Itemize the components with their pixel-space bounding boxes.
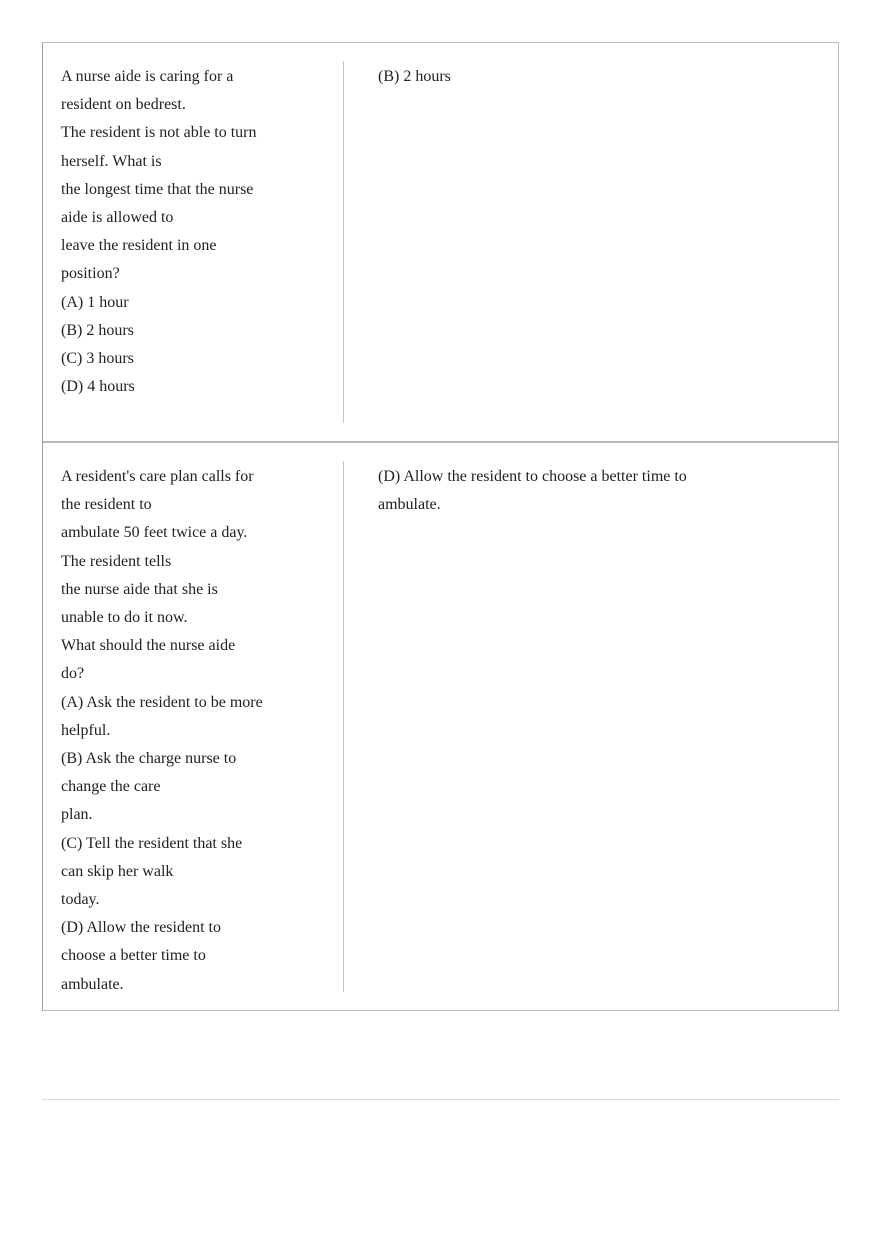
definition-line: ambulate. — [378, 496, 441, 514]
card-1-definition — [344, 61, 838, 441]
term-line: ambulate 50 feet twice a day. — [61, 524, 248, 542]
definition-line: (B) 2 hours — [378, 68, 451, 85]
card-2-term — [43, 461, 344, 992]
term-line: (C) 3 hours — [61, 350, 134, 368]
flashcard-1 — [43, 43, 838, 441]
term-line: today. — [61, 891, 100, 909]
term-line: helpful. — [61, 721, 111, 739]
term-line: can skip her walk — [61, 862, 174, 880]
term-line: ambulate. — [61, 975, 124, 993]
term-line: The resident tells — [61, 552, 172, 570]
term-line: (C) Tell the resident that she — [61, 834, 243, 852]
footer-divider — [42, 1099, 839, 1100]
term-line: unable to do it now. — [61, 609, 188, 627]
term-line: (D) 4 hours — [61, 378, 135, 396]
term-line: choose a better time to — [61, 947, 206, 965]
definition-line: (D) Allow the resident to choose a better time to — [378, 468, 687, 485]
term-line: (A) Ask the resident to be more — [61, 693, 263, 711]
term-line: herself. What is — [61, 152, 162, 170]
card-2-definition — [344, 461, 838, 1010]
term-line: (B) Ask the charge nurse to — [61, 750, 237, 768]
term-line: aide is allowed to — [61, 209, 174, 227]
term-line: The resident is not able to turn — [61, 124, 257, 142]
term-line: A nurse aide is caring for a — [61, 68, 234, 85]
flashcard-2 — [43, 441, 838, 1010]
term-line: (B) 2 hours — [61, 321, 134, 339]
term-line: do? — [61, 665, 85, 683]
term-line: the longest time that the nurse — [61, 180, 254, 198]
flashcard-table — [42, 42, 839, 1011]
card-1-term — [43, 61, 344, 423]
term-line: What should the nurse aide — [61, 637, 236, 655]
term-line: the resident to — [61, 496, 152, 514]
term-line: the nurse aide that she is — [61, 580, 218, 598]
term-line: leave the resident in one — [61, 237, 217, 255]
term-line: (A) 1 hour — [61, 293, 129, 311]
term-line: change the care — [61, 778, 161, 796]
term-line: resident on bedrest. — [61, 96, 186, 114]
term-line: (D) Allow the resident to — [61, 919, 221, 937]
term-line: A resident's care plan calls for — [61, 468, 254, 485]
term-line: plan. — [61, 806, 93, 824]
term-line: position? — [61, 265, 120, 283]
